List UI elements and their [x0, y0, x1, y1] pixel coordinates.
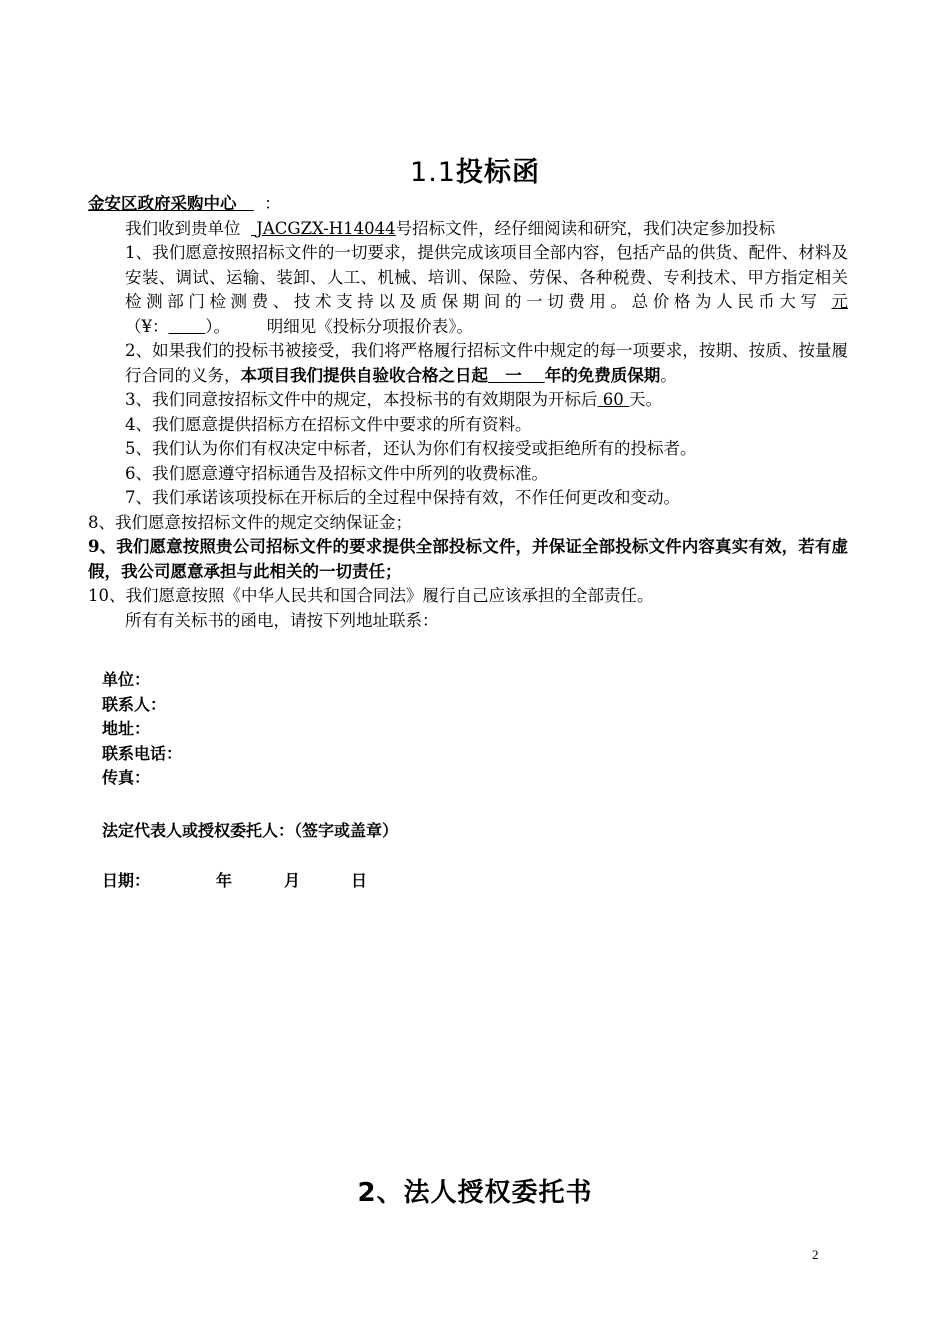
addressee-line	[88, 192, 848, 217]
letter-body	[88, 192, 848, 633]
validity-days: 60	[602, 390, 624, 409]
contact-address: 地址：	[102, 719, 151, 738]
section-number: 1.1	[410, 157, 456, 188]
contact-unit: 单位：	[102, 670, 151, 689]
price-blank	[169, 317, 206, 336]
section-title-text: 投标函	[455, 157, 540, 188]
paragraph-1: 1、我们愿意按照招标文件的一切要求，提供完成该项目全部内容，包括产品的供货、配件、材料及安装、调试、运输、装卸、人工、机械、培训、保险、劳保、各种税费、专利技术、甲方指定相关检测部门检测费、技术支持以及质保期间的一切费用。总价格为人民币大写 元（¥： ）。 明细见《投标分项报价表》。	[125, 243, 848, 336]
paragraph-11: 所有有关标书的函电，请按下列地址联系：	[125, 610, 439, 630]
paragraph-9: 9、我们愿意按照贵公司招标文件的要求提供全部投标文件，并保证全部投标文件内容真实有效，若有虚假，我公司愿意承担与此相关的一切责任；	[88, 537, 848, 581]
contact-block	[102, 668, 182, 791]
date-line	[102, 868, 367, 891]
signature-line: 法定代表人或授权委托人：（签字或盖章）	[102, 821, 399, 840]
price-yuan: 元	[831, 292, 848, 311]
date-year: 年	[216, 871, 233, 890]
addressee-suffix: ：	[264, 194, 281, 213]
contact-person: 联系人：	[102, 694, 167, 714]
addressee: 金安区政府采购中心	[88, 194, 237, 213]
section-title-authorization: 2、法人授权委托书	[357, 1178, 593, 1208]
page-number: 2	[812, 1247, 819, 1262]
date-day: 日	[351, 871, 368, 890]
date-label: 日期：	[102, 871, 151, 890]
date-month: 月	[284, 871, 301, 890]
paragraph-7: 7、我们承诺该项投标在开标后的全过程中保持有效，不作任何更改和变动。	[125, 488, 680, 507]
contact-fax: 传真：	[102, 768, 151, 787]
project-code: JACGZX-H14044	[256, 218, 396, 238]
paragraph-4: 4、我们愿意提供招标方在招标文件中要求的所有资料。	[125, 414, 532, 434]
paragraph-8: 8、我们愿意按招标文件的规定交纳保证金；	[88, 512, 412, 532]
paragraph-5: 5、我们认为你们有权决定中标者，还认为你们有权接受或拒绝所有的投标者。	[125, 439, 697, 458]
warranty-years: 一	[505, 365, 522, 385]
section-title-bid-letter	[0, 150, 950, 189]
paragraph-10: 10、我们愿意按照《中华人民共和国合同法》履行自己应该承担的全部责任。	[88, 586, 654, 605]
contact-phone: 联系电话：	[102, 743, 183, 763]
paragraph-3: 3、我们同意按招标文件中的规定，本投标书的有效期限为开标后 60 天。	[125, 390, 662, 409]
paragraph-2: 2、如果我们的投标书被接受，我们将严格履行招标文件中规定的每一项要求，按期、按质、按量履行合同的义务，本项目我们提供自验收合格之日起 一 年的免费质保期。	[125, 341, 848, 385]
paragraph-intro: 我们收到贵单位 JACGZX-H14044号招标文件，经仔细阅读和研究，我们决定参加投标	[125, 218, 776, 238]
paragraph-6: 6、我们愿意遵守招标通告及招标文件中所列的收费标准。	[125, 463, 548, 483]
